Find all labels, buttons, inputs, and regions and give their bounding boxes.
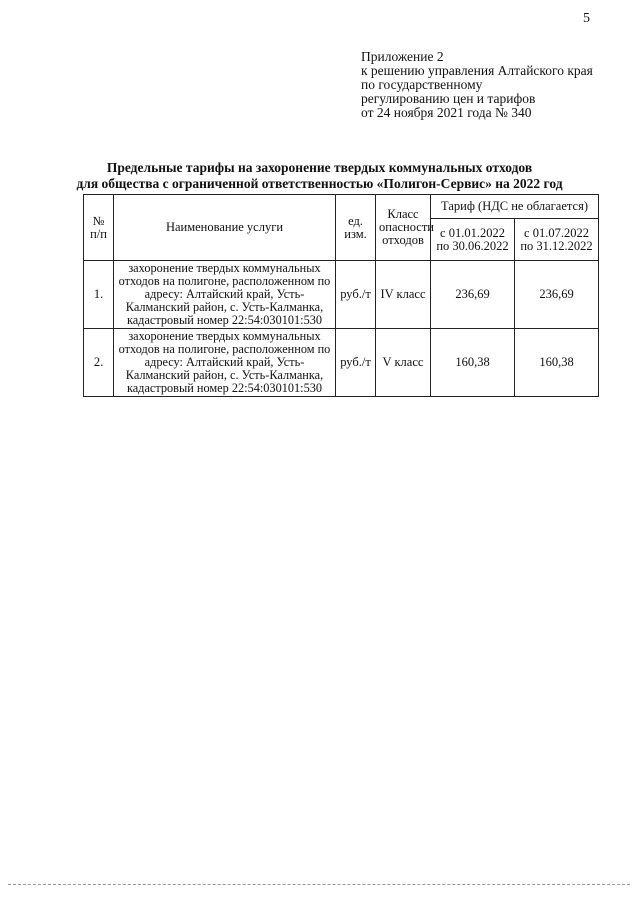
table-row <box>84 329 599 397</box>
appendix-line: регулированию цен и тарифов <box>361 91 536 106</box>
header-period-1: с 01.01.2022 по 30.06.2022 <box>431 219 515 261</box>
appendix-line: Приложение 2 <box>361 49 444 64</box>
appendix-line: по государственному <box>361 77 483 92</box>
title-line: Предельные тарифы на захоронение твердых коммунальных отходов <box>106 160 533 175</box>
cell-num: 2. <box>84 329 114 397</box>
appendix-line: к решению управления Алтайского края <box>361 63 593 78</box>
cell-class: IV класс <box>376 261 431 329</box>
title-line: для общества с ограниченной ответственностью «Полигон-Сервис» на 2022 год <box>76 176 563 191</box>
header-period-2: с 01.07.2022 по 31.12.2022 <box>515 219 599 261</box>
header-service: Наименование услуги <box>114 195 336 261</box>
header-class: Класс опасности отходов <box>376 195 431 261</box>
cell-service: захоронение твердых коммунальных отходов на полигоне, расположенном по адресу: Алтайский край, Усть-Калманский район, с. Усть-Калманка, кадастровый номер 22:54:030101:530 <box>114 329 336 397</box>
appendix-line: от 24 ноября 2021 года № 340 <box>361 105 532 120</box>
footer-divider <box>8 884 630 885</box>
cell-tariff-2: 236,69 <box>515 261 599 329</box>
document-title <box>0 160 639 192</box>
cell-unit: руб./т <box>336 261 376 329</box>
cell-tariff-1: 160,38 <box>431 329 515 397</box>
table-row <box>84 261 599 329</box>
header-tariff: Тариф (НДС не облагается) <box>431 195 599 219</box>
header-num: № п/п <box>84 195 114 261</box>
tariff-table <box>83 194 599 397</box>
cell-tariff-1: 236,69 <box>431 261 515 329</box>
cell-service: захоронение твердых коммунальных отходов на полигоне, расположенном по адресу: Алтайский край, Усть-Калманский район, с. Усть-Калманка, кадастровый номер 22:54:030101:530 <box>114 261 336 329</box>
cell-tariff-2: 160,38 <box>515 329 599 397</box>
cell-num: 1. <box>84 261 114 329</box>
appendix-block <box>361 50 593 120</box>
table-header-row <box>84 195 599 219</box>
page-number: 5 <box>583 11 590 26</box>
header-unit: ед. изм. <box>336 195 376 261</box>
cell-class: V класс <box>376 329 431 397</box>
cell-unit: руб./т <box>336 329 376 397</box>
